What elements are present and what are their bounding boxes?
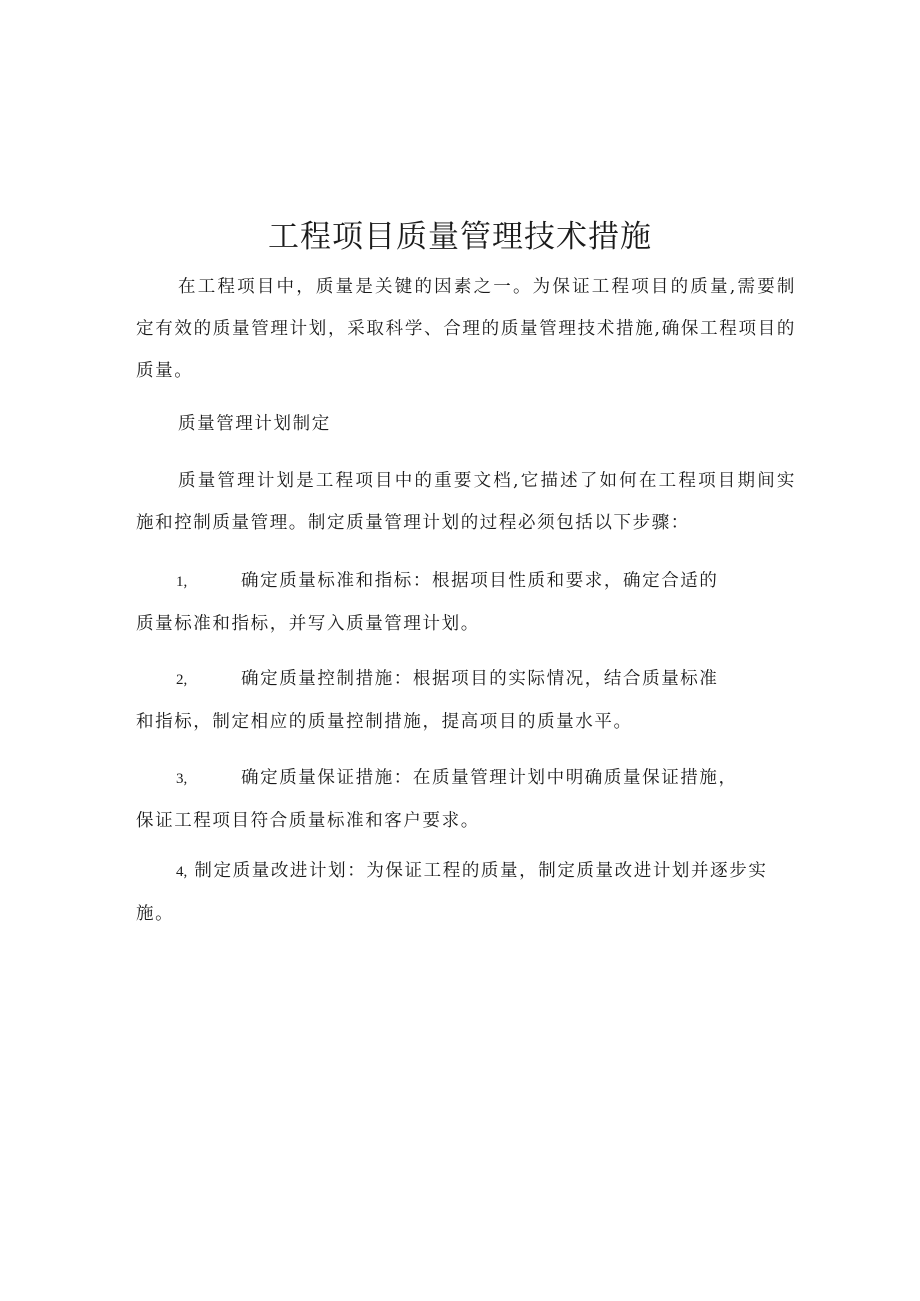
list-item-first-line — [136, 757, 796, 800]
list-item-text: 确定质量保证措施：在质量管理计划中明确质量保证措施， — [241, 768, 738, 788]
list-item-text: 制定质量改进计划：为保证工程的质量，制定质量改进计划并逐步实施。 — [136, 861, 768, 924]
section-heading: 质量管理计划制定 — [178, 414, 331, 434]
list-item-number: 1, — [176, 574, 188, 590]
list-item-number: 4, — [176, 864, 188, 880]
list-item — [136, 658, 796, 743]
list-item-first-line — [136, 658, 796, 701]
list-item-continuation: 保证工程项目符合质量标准和客户要求。 — [136, 811, 480, 831]
list-item — [136, 850, 796, 935]
list-item-text: 确定质量控制措施：根据项目的实际情况，结合质量标准 — [241, 669, 719, 689]
list-item-text: 确定质量标准和指标：根据项目性质和要求，确定合适的 — [241, 571, 719, 591]
list-item-first-line — [136, 560, 796, 603]
list-item-continuation: 质量标准和指标，并写入质量管理计划。 — [136, 614, 480, 634]
list-item-number: 2, — [176, 672, 188, 688]
intro-paragraph: 在工程项目中，质量是关键的因素之一。为保证工程项目的质量,需要制定有效的质量管理计划，采取科学、合理的质量管理技术措施,确保工程项目的质量。 — [136, 277, 796, 381]
document-title: 工程项目质量管理技术措施 — [268, 219, 652, 255]
list-item — [136, 560, 796, 645]
list-item-continuation: 和指标，制定相应的质量控制措施，提高项目的质量水平。 — [136, 712, 633, 732]
list-item — [136, 757, 796, 842]
section-body-paragraph: 质量管理计划是工程项目中的重要文档,它描述了如何在工程项目期间实施和控制质量管理。制定质量管理计划的过程必须包括以下步骤： — [136, 471, 796, 533]
list-item-number: 3, — [176, 771, 188, 787]
